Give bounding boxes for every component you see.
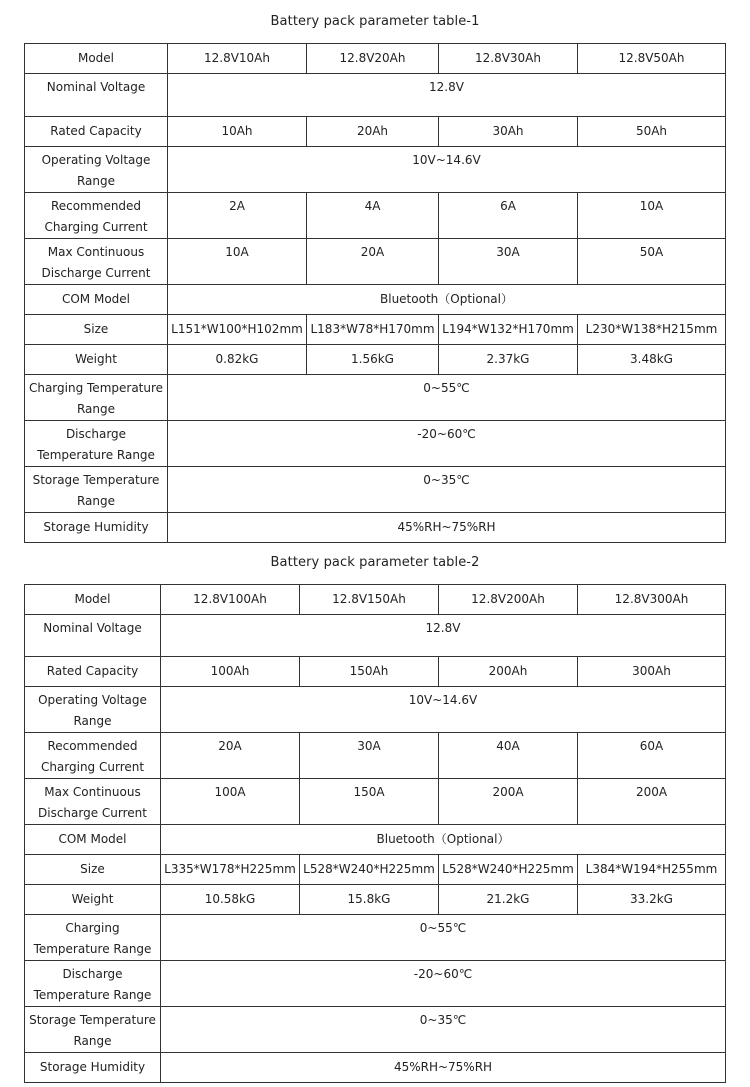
table-row-nominal-voltage [25,615,726,657]
table-row-discharge-current [25,239,726,285]
table-row-charging-current [25,193,726,239]
label-line: Recommended [47,739,138,753]
discharge-current-cell: 10A [168,239,307,285]
label-line: Temperature Range [33,988,152,1002]
label-line: Max Continuous [44,785,141,799]
table-row-storage-humidity [25,513,726,543]
table-row-model [25,585,726,615]
table-row-model [25,44,726,74]
label-line: Operating Voltage [38,693,147,707]
label-line: Charging Current [44,220,148,234]
rated-capacity-cell: 50Ah [578,117,726,147]
storage-temperature-value: 0~35℃ [168,467,726,513]
row-label-com-model: COM Model [25,285,168,315]
parameter-table-1 [24,43,726,543]
label-line: Max Continuous [47,245,145,259]
label-line: Charging [65,921,120,935]
label-line: Range [73,1034,112,1048]
table-row-rated-capacity [25,657,726,687]
row-label-nominal-voltage: Nominal Voltage [25,615,161,657]
model-cell: 12.8V200Ah [439,585,578,615]
row-label-weight: Weight [25,345,168,375]
label-line: Discharge Current [41,266,151,280]
row-label-weight: Weight [25,885,161,915]
model-cell: 12.8V100Ah [161,585,300,615]
table2-caption: Battery pack parameter table-2 [270,555,480,570]
row-label-discharge-temperature [25,421,168,467]
rated-capacity-cell: 20Ah [307,117,439,147]
label-line: Range [76,174,116,188]
charging-current-cell: 60A [578,733,726,779]
size-cell: L335*W178*H225mm [161,855,300,885]
row-label-size: Size [25,315,168,345]
row-label-storage-temperature [25,467,168,513]
row-label-charging-current [25,733,161,779]
charging-current-cell: 20A [161,733,300,779]
operating-voltage-value: 10V~14.6V [168,147,726,193]
label-line: Temperature Range [37,448,155,462]
label-line: Storage Temperature [32,473,160,487]
size-cell: L528*W240*H225mm [300,855,439,885]
label-line: Discharge Current [38,806,147,820]
model-cell: 12.8V10Ah [168,44,307,74]
weight-cell: 10.58kG [161,885,300,915]
table-row-charging-temperature [25,375,726,421]
size-cell: L183*W78*H170mm [307,315,439,345]
label-line: Temperature Range [33,942,152,956]
row-label-com-model: COM Model [25,825,161,855]
size-cell: L194*W132*H170mm [439,315,578,345]
row-label-operating-voltage [25,687,161,733]
label-line: Range [73,714,112,728]
model-cell: 12.8V20Ah [307,44,439,74]
charging-temperature-value: 0~55℃ [161,915,726,961]
row-label-rated-capacity: Rated Capacity [25,657,161,687]
model-cell: 12.8V300Ah [578,585,726,615]
row-label-charging-current [25,193,168,239]
table-row-discharge-temperature [25,961,726,1007]
row-label-discharge-temperature [25,961,161,1007]
table-row-weight [25,345,726,375]
table-row-discharge-temperature [25,421,726,467]
weight-cell: 21.2kG [439,885,578,915]
rated-capacity-cell: 10Ah [168,117,307,147]
table-row-discharge-current [25,779,726,825]
rated-capacity-cell: 300Ah [578,657,726,687]
charging-current-cell: 10A [578,193,726,239]
table-row-storage-humidity [25,1053,726,1083]
row-label-storage-temperature [25,1007,161,1053]
rated-capacity-cell: 150Ah [300,657,439,687]
weight-cell: 0.82kG [168,345,307,375]
row-label-discharge-current [25,239,168,285]
row-label-discharge-current [25,779,161,825]
label-line: Charging Current [40,760,145,774]
size-cell: L528*W240*H225mm [439,855,578,885]
charging-current-cell: 4A [307,193,439,239]
com-model-value: Bluetooth（Optional） [161,825,726,855]
label-line: Discharge [62,967,123,981]
nominal-voltage-value: 12.8V [168,74,726,117]
row-label-nominal-voltage: Nominal Voltage [25,74,168,117]
table-row-operating-voltage [25,147,726,193]
discharge-temperature-value: -20~60℃ [161,961,726,1007]
row-label-charging-temperature [25,375,168,421]
nominal-voltage-value: 12.8V [161,615,726,657]
table1-caption: Battery pack parameter table-1 [270,14,480,29]
rated-capacity-cell: 200Ah [439,657,578,687]
charging-current-cell: 40A [439,733,578,779]
table-row-weight [25,885,726,915]
label-line: Operating Voltage [41,153,151,167]
model-cell: 12.8V150Ah [300,585,439,615]
table-row-rated-capacity [25,117,726,147]
discharge-current-cell: 100A [161,779,300,825]
size-cell: L230*W138*H215mm [578,315,726,345]
table-row-size [25,315,726,345]
discharge-current-cell: 200A [578,779,726,825]
table-row-operating-voltage [25,687,726,733]
operating-voltage-value: 10V~14.6V [161,687,726,733]
row-label-model: Model [25,585,161,615]
size-cell: L151*W100*H102mm [168,315,307,345]
charging-current-cell: 6A [439,193,578,239]
row-label-operating-voltage [25,147,168,193]
table-row-size [25,855,726,885]
discharge-current-cell: 150A [300,779,439,825]
com-model-value: Bluetooth（Optional） [168,285,726,315]
weight-cell: 3.48kG [578,345,726,375]
parameter-table-2 [24,584,726,1083]
table-row-com-model [25,825,726,855]
row-label-charging-temperature [25,915,161,961]
table-row-nominal-voltage [25,74,726,117]
storage-humidity-value: 45%RH~75%RH [161,1053,726,1083]
discharge-current-cell: 30A [439,239,578,285]
charging-current-cell: 2A [168,193,307,239]
table-row-com-model [25,285,726,315]
weight-cell: 15.8kG [300,885,439,915]
row-label-rated-capacity: Rated Capacity [25,117,168,147]
size-cell: L384*W194*H255mm [578,855,726,885]
table-row-storage-temperature [25,467,726,513]
table-row-charging-current [25,733,726,779]
row-label-storage-humidity: Storage Humidity [25,513,168,543]
weight-cell: 2.37kG [439,345,578,375]
label-line: Recommended [50,199,142,213]
row-label-storage-humidity: Storage Humidity [25,1053,161,1083]
model-cell: 12.8V50Ah [578,44,726,74]
table-row-charging-temperature [25,915,726,961]
weight-cell: 1.56kG [307,345,439,375]
charging-temperature-value: 0~55℃ [168,375,726,421]
table-row-storage-temperature [25,1007,726,1053]
charging-current-cell: 30A [300,733,439,779]
storage-humidity-value: 45%RH~75%RH [168,513,726,543]
rated-capacity-cell: 30Ah [439,117,578,147]
label-line: Charging Temperature [28,381,164,395]
label-line: Storage Temperature [29,1013,156,1027]
label-line: Range [76,402,116,416]
row-label-model: Model [25,44,168,74]
discharge-temperature-value: -20~60℃ [168,421,726,467]
model-cell: 12.8V30Ah [439,44,578,74]
discharge-current-cell: 200A [439,779,578,825]
discharge-current-cell: 20A [307,239,439,285]
label-line: Range [76,494,116,508]
weight-cell: 33.2kG [578,885,726,915]
label-line: Discharge [65,427,127,441]
rated-capacity-cell: 100Ah [161,657,300,687]
storage-temperature-value: 0~35℃ [161,1007,726,1053]
row-label-size: Size [25,855,161,885]
discharge-current-cell: 50A [578,239,726,285]
